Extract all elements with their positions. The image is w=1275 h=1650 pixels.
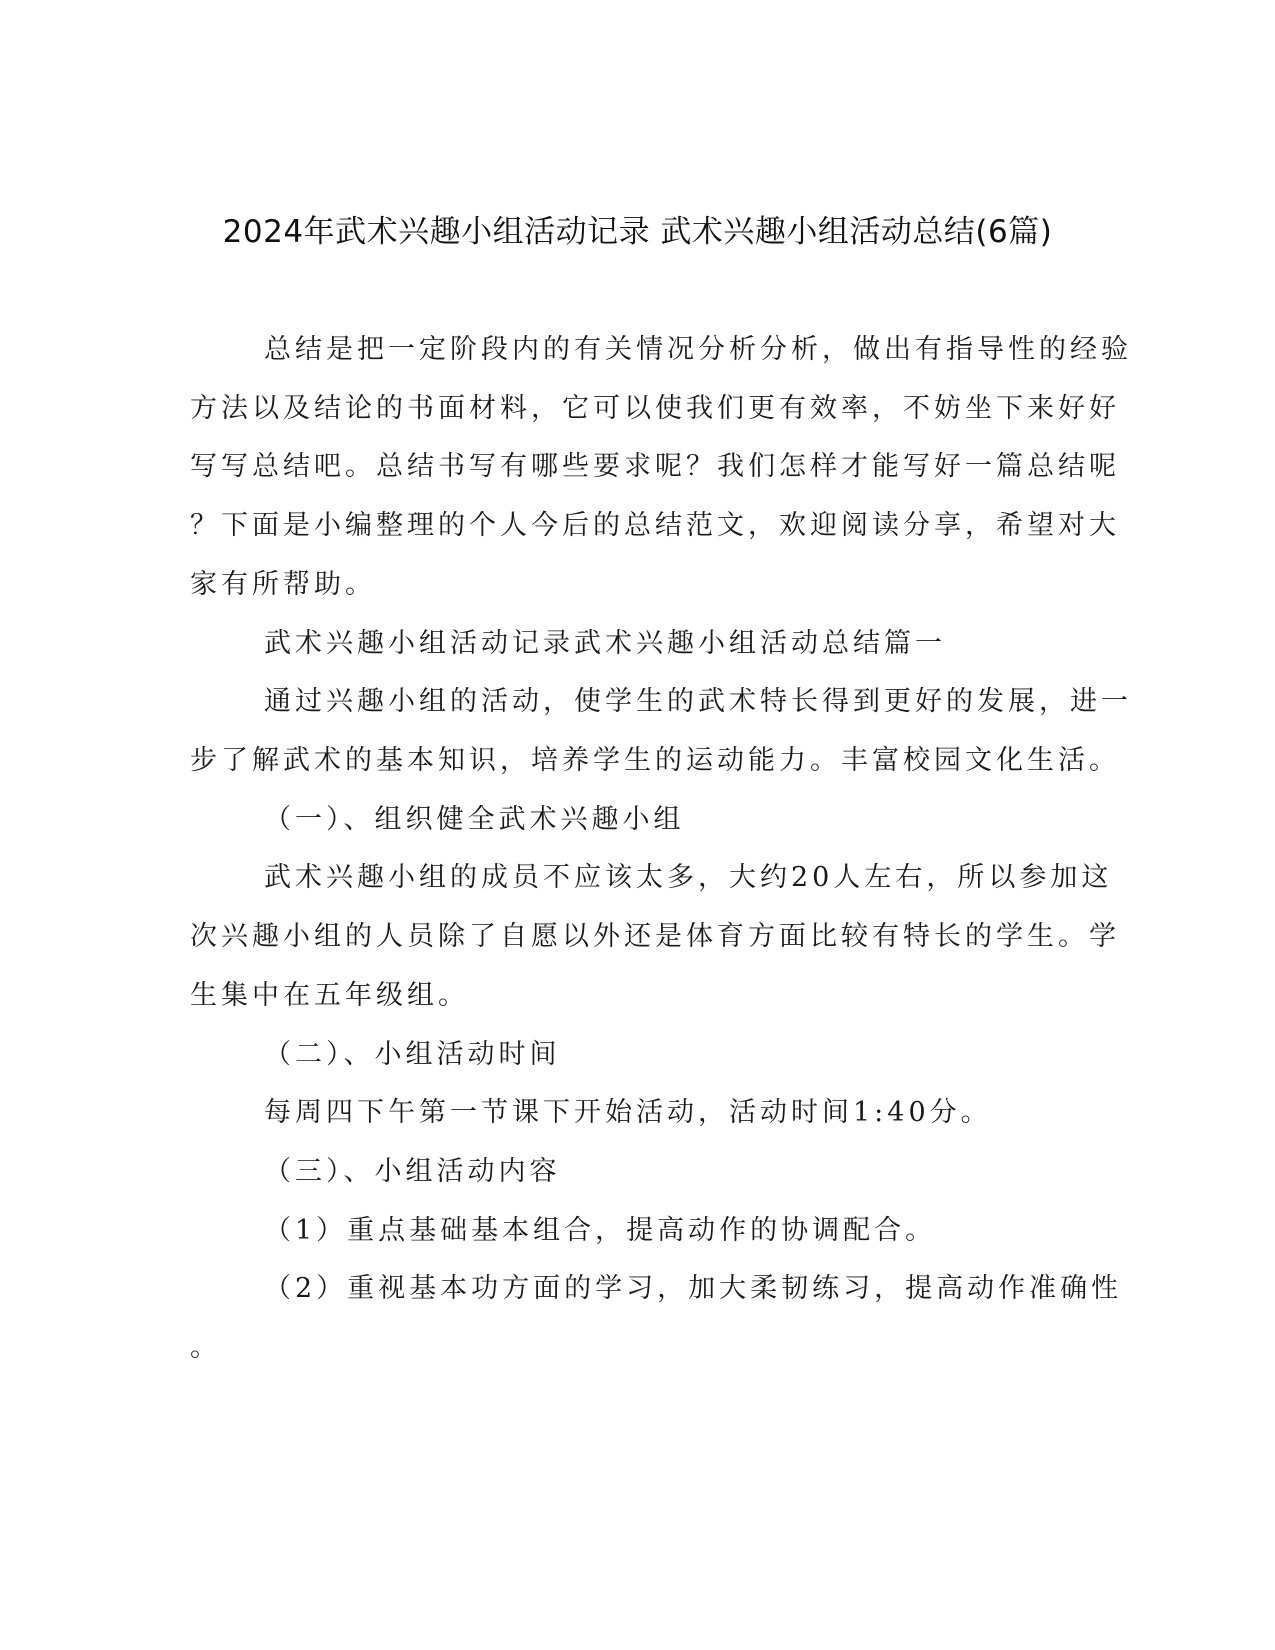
paragraph-line: 次兴趣小组的人员除了自愿以外还是体育方面比较有特长的学生。学 [190,921,1120,952]
paragraph-line: 每周四下午第一节课下开始活动，活动时间1:40分。 [264,1097,992,1128]
paragraph-line: ？下面是小编整理的个人今后的总结范文，欢迎阅读分享，希望对大 [190,510,1120,541]
subsection-heading: （二）、小组活动时间 [264,1039,561,1070]
paragraph-line: 家有所帮助。 [190,569,376,600]
paragraph-line: 步了解武术的基本知识，培养学生的运动能力。丰富校园文化生活。 [190,745,1120,776]
paragraph-line: 方法以及结论的书面材料，它可以使我们更有效率，不妨坐下来好好 [190,393,1120,424]
list-item: （1）重点基础基本组合，提高动作的协调配合。 [264,1215,937,1246]
section-heading: 武术兴趣小组活动记录武术兴趣小组活动总结篇一 [264,628,946,659]
paragraph-line: 。 [190,1332,221,1363]
paragraph-line: 武术兴趣小组的成员不应该太多，大约20人左右，所以参加这 [264,862,1113,893]
document-title: 2024年武术兴趣小组活动记录 武术兴趣小组活动总结(6篇) [222,214,1053,250]
subsection-heading: （一）、组织健全武术兴趣小组 [264,804,685,835]
paragraph-line: 通过兴趣小组的活动，使学生的武术特长得到更好的发展，进一 [264,686,1132,717]
paragraph-line: 生集中在五年级组。 [190,980,469,1011]
list-item: （2）重视基本功方面的学习，加大柔韧练习，提高动作准确性 [264,1273,1123,1304]
paragraph-line: 写写总结吧。总结书写有哪些要求呢？我们怎样才能写好一篇总结呢 [190,451,1120,482]
paragraph-line: 总结是把一定阶段内的有关情况分析分析，做出有指导性的经验 [264,334,1132,365]
subsection-heading: （三）、小组活动内容 [264,1156,561,1187]
